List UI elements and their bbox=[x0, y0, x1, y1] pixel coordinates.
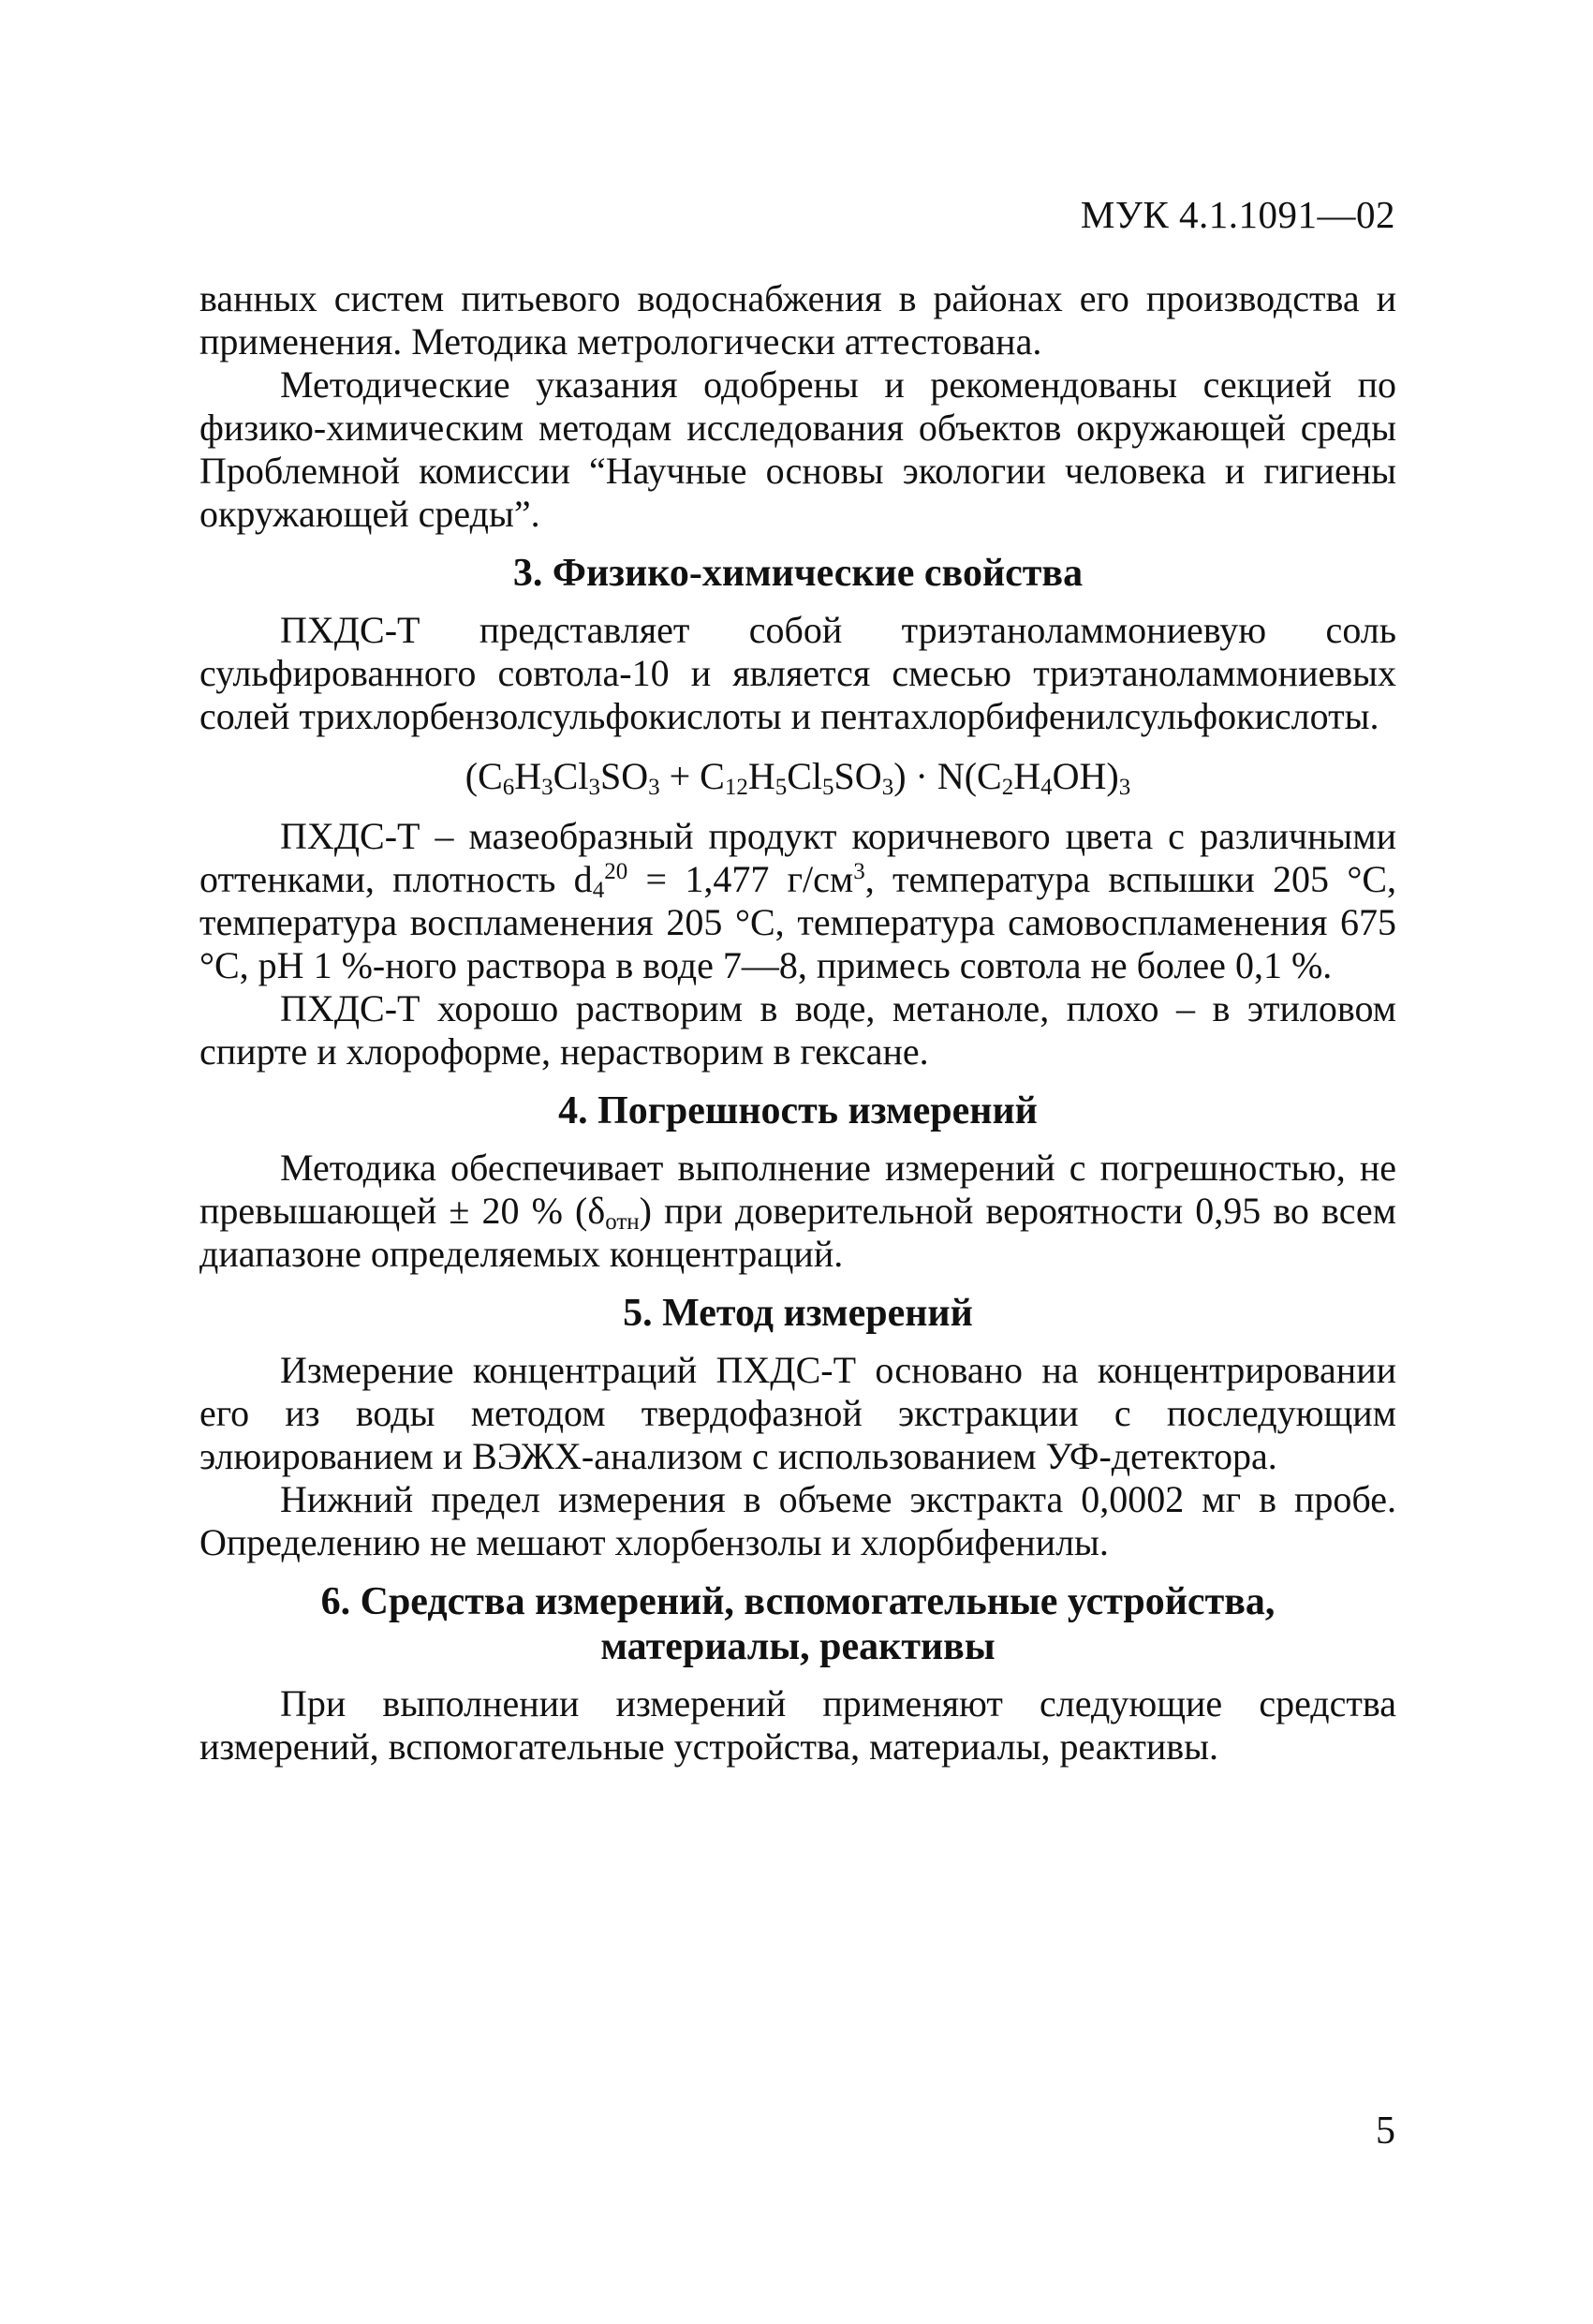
section-6-title bbox=[199, 1579, 1396, 1669]
paragraph-solubility: ПХДС-Т хорошо растворим в воде, метаноле, плохо – в этиловом спирте и хлороформе, нерастворим в гексане. bbox=[199, 987, 1396, 1073]
paragraph-continuation: ванных систем питьевого водоснабжения в районах его производства и применения. Методика метрологически аттестована. bbox=[199, 277, 1396, 363]
document-code: МУК 4.1.1091—02 bbox=[1080, 193, 1395, 236]
paragraph-approval: Методические указания одобрены и рекомендованы секцией по физико-химическим методам исследования объектов окружающей среды Проблемной комиссии “Научные основы экологии человека и гигиены окружающей среды”. bbox=[199, 363, 1396, 535]
paragraph-detection-limit: Нижний предел измерения в объеме экстракта 0,0002 мг в пробе. Определению не мешают хлорбензолы и хлорбифенилы. bbox=[199, 1478, 1396, 1563]
section-6-title-line2: материалы, реактивы bbox=[600, 1625, 996, 1668]
chemical-formula: $(C_6H_3Cl_3SO_3 + C_{12}H_5Cl_5SO_3) \cdot N(C_2H_4OH)_3$ bbox=[465, 755, 1131, 800]
page-number: 5 bbox=[1376, 2109, 1395, 2153]
paragraph-error: Методика обеспечивает выполнение измерений с погрешностью, не превышающей ± 20 % $(\delta_{отн})$ при доверительной вероятности 0,95 во всем диапазоне определяемых концентраций. bbox=[199, 1147, 1396, 1275]
page-content bbox=[199, 277, 1396, 1769]
paragraph-properties: ПХДС-Т – мазеобразный продукт коричневого цвета с различными оттенками, плотность $d_4^{20} = 1,477$ $г/см^3$, температура вспышки 205 °С, температура воспламенения 205 °С, температура самовоспламенения 675 °С, pH 1 %-ного раствора в воде 7—8, примесь совтола не более 0,1 %. bbox=[199, 815, 1396, 986]
section-3-title: 3. Физико-химические свойства bbox=[512, 552, 1084, 595]
paragraph-method: Измерение концентраций ПХДС-Т основано на концентрировании его из воды методом твердофазной экстракции с последующим элюированием и ВЭЖХ-анализом с использованием УФ-детектора. bbox=[199, 1349, 1396, 1477]
paragraph-composition: ПХДС-Т представляет собой триэтаноламмониевую соль сульфированного совтола-10 и является смесью триэтаноламмониевых солей трихлорбензолсульфокислоты и пентахлорбифенилсульфокислоты. bbox=[199, 609, 1396, 737]
section-6-title-line1: 6. Средства измерений, вспомогательные устройства, bbox=[320, 1580, 1276, 1623]
section-4-title: 4. Погрешность измерений bbox=[558, 1089, 1038, 1132]
section-5-title: 5. Метод измерений bbox=[623, 1292, 973, 1335]
paragraph-equipment: При выполнении измерений применяют следующие средства измерений, вспомогательные устройства, материалы, реактивы. bbox=[199, 1682, 1396, 1768]
